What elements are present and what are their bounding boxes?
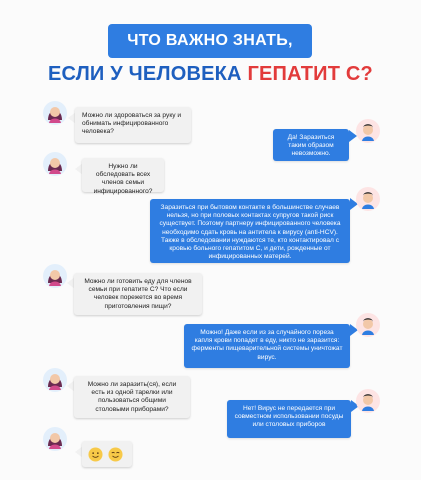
title-line-2-prefix: ЕСЛИ У ЧЕЛОВЕКА <box>48 63 248 85</box>
message-text: Можно ли заразить(ся), если есть из одной тарелки или пользоваться общими столовыми приборами? <box>87 381 177 413</box>
female-avatar-icon <box>43 368 67 392</box>
message-text: Можно ли готовить еду для членов семьи при гепатите С? Что если человек порежется во время приготовления пищи? <box>84 278 192 310</box>
message-bubble-incoming <box>74 376 190 418</box>
message-text: Нет! Вирус не передается при совместном использовании посуды или столовых приборов <box>234 405 344 429</box>
male-avatar-icon <box>356 389 380 413</box>
message-text: Нужно ли обследовать всех членов семьи инфицированного? <box>93 163 153 195</box>
message-bubble-outgoing <box>273 129 349 161</box>
message-text: Можно ли здороваться за руку и обнимать инфицированного человека? <box>82 112 182 136</box>
message-bubble-outgoing <box>184 324 350 368</box>
female-avatar-icon <box>43 101 67 125</box>
male-avatar-icon <box>356 119 380 143</box>
title-highlight: ГЕПАТИТ С? <box>247 63 373 85</box>
male-avatar-icon <box>356 313 380 337</box>
female-avatar-icon <box>43 427 67 451</box>
title-line-1: ЧТО ВАЖНО ЗНАТЬ, <box>127 32 293 49</box>
message-bubble-incoming <box>75 107 191 143</box>
message-bubble-outgoing <box>227 400 351 438</box>
female-avatar-icon <box>43 152 67 176</box>
title-banner <box>108 24 312 58</box>
title-line-2 <box>0 63 421 86</box>
message-text: Заразиться при бытовом контакте в большинстве случаев нельзя, но при половых контактах супругов такой риск существует. Поэтому партнеру инфицированного человека необходимо сдать кровь на антитела к вирусу (anti-HCV). Также в обследовании нуждаются те, кто контактировал с кровью больного гепатитом С, и дети, рожденные от инфицированных матерей. <box>159 204 341 261</box>
message-bubble-incoming <box>74 273 202 315</box>
message-bubble-incoming <box>82 158 164 195</box>
smiling-face-icon <box>108 447 123 462</box>
message-bubble-outgoing <box>150 199 350 263</box>
message-text: Да! Заразиться таким образом невозможно. <box>287 134 335 158</box>
message-text: Можно! Даже если из за случайного пореза капля крови попадет в еду, никто не заразится: ферменты пищеварительной системы уничтожат вирус. <box>191 329 343 361</box>
female-avatar-icon <box>43 264 67 288</box>
smiling-face-icon <box>88 447 103 462</box>
male-avatar-icon <box>356 187 380 211</box>
